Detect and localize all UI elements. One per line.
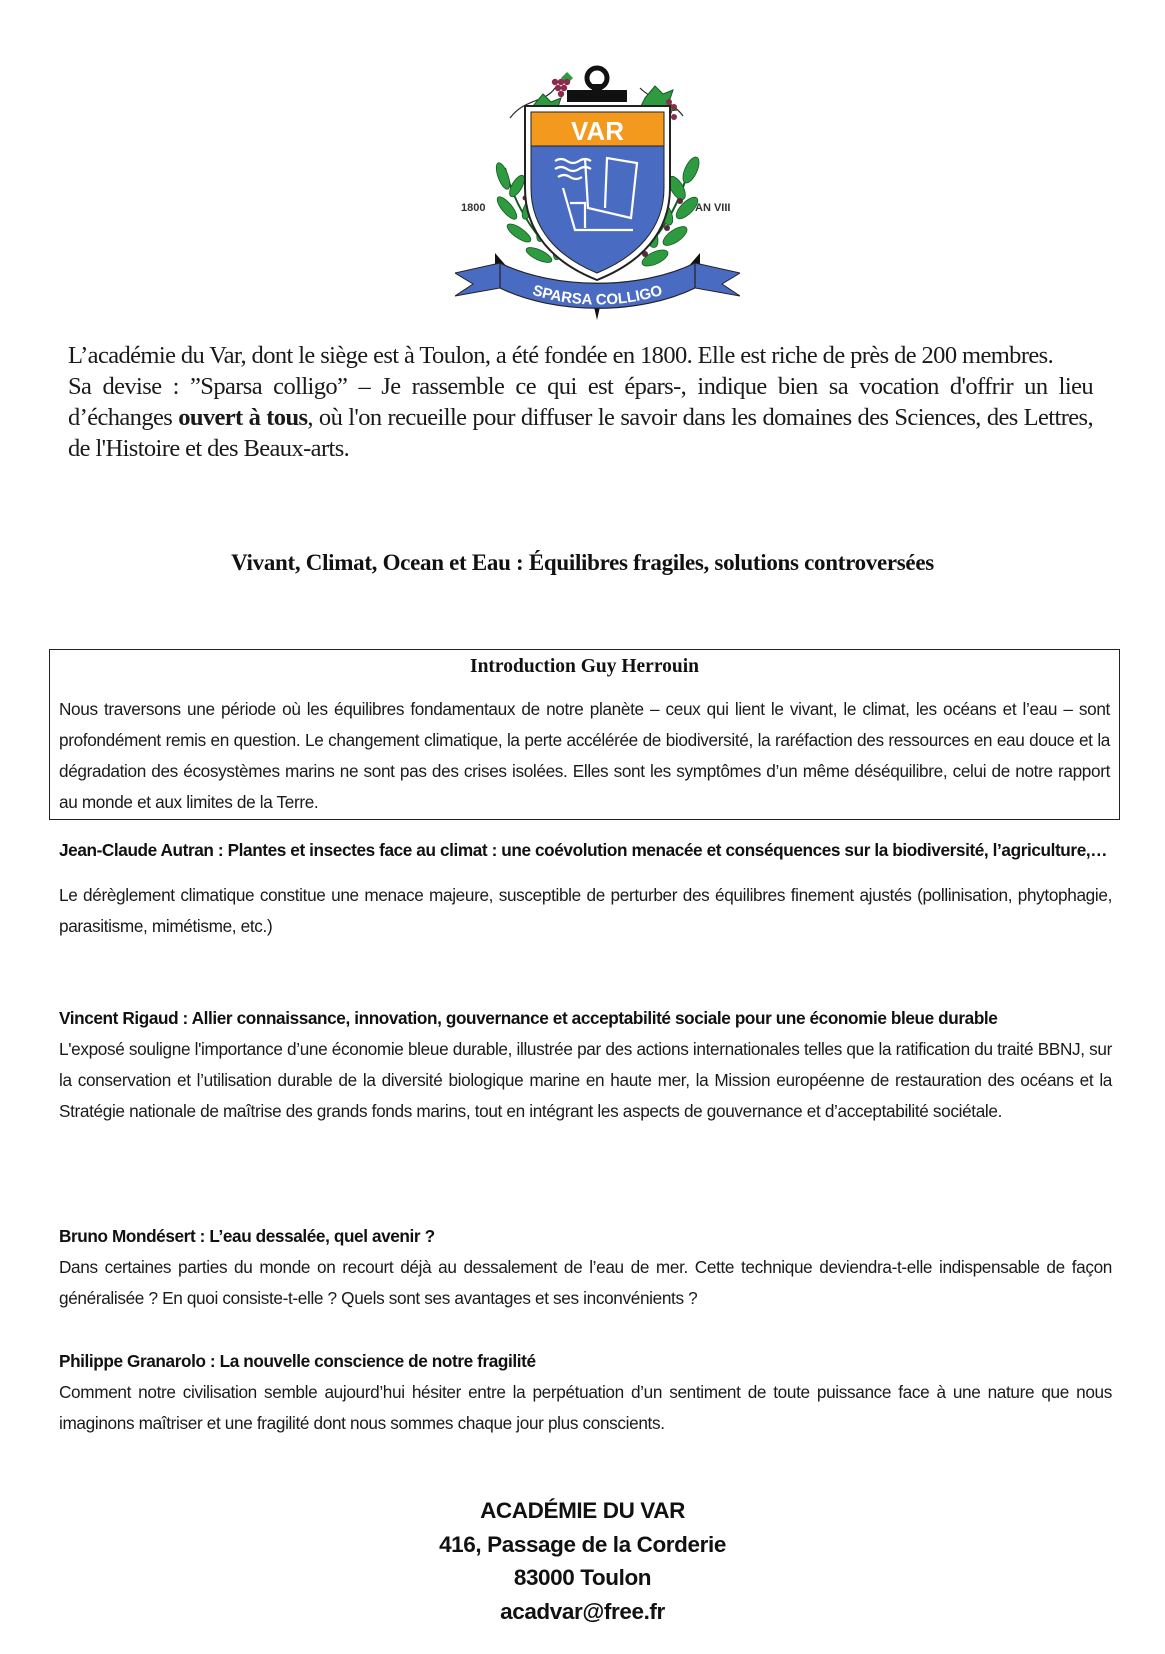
contact-footer [0, 1494, 1165, 1628]
introduction-text: Nous traversons une période où les équilibres fondamentaux de notre planète – ceux qui lient le vivant, le climat, les océans et l’eau – sont profondément remis en question. Le changement climatique, la perte accélérée de biodiversité, la raréfaction des ressources en eau douce et la dégradation des écosystèmes marins ne sont pas des crises isolées. Elles sont les symptômes d’un même déséquilibre, celui de notre rapport au monde et aux limites de la Terre. [59, 699, 1110, 812]
founding-year-label: 1800 [461, 202, 486, 214]
talk-heading: Bruno Mondésert : L’eau dessalée, quel avenir ? [59, 1226, 435, 1246]
introduction-box [49, 649, 1120, 820]
talk-description: Dans certaines parties du monde on recourt déjà au dessalement de l’eau de mer. Cette technique deviendra-t-elle indispensable de façon généralisée ? En quoi consiste-t-elle ? Quels sont ses avantages et ses inconvénients ? [59, 1257, 1112, 1308]
academy-description [68, 340, 1093, 464]
talk-description: L'exposé souligne l'importance d’une économie bleue durable, illustrée par des actions internationales telles que la ratification du traité BBNJ, sur la conservation et l’utilisation durable de la diversité biologique marine en haute mer, la Mission européenne de restauration des océans et la Stratégie nationale de maîtrise des grands fonds marins, tout en intégrant les aspects de gouvernance et d’acceptabilité sociétale. [59, 1039, 1112, 1121]
talk-autran [59, 835, 1112, 942]
academy-history-text: L’académie du Var, dont le siège est à Toulon, a été fondée en 1800. Elle est riche de près de 200 membres. [68, 342, 1054, 369]
street-address: 416, Passage de la Corderie [439, 1531, 726, 1557]
email-address[interactable]: acadvar@free.fr [500, 1598, 665, 1624]
organization-name: ACADÉMIE DU VAR [480, 1498, 685, 1523]
page-title: Vivant, Climat, Ocean et Eau : Équilibres fragiles, solutions controversées [231, 550, 934, 575]
talk-description: Comment notre civilisation semble aujourd’hui hésiter entre la perpétuation d’un sentiment de toute puissance face à une nature que nous imaginons maîtriser et une fragilité dont nous sommes chaque jour plus conscients. [59, 1382, 1112, 1433]
crest-icon [455, 58, 740, 328]
talk-granarolo [59, 1346, 1112, 1439]
an-viii-label: AN VIII [695, 202, 731, 214]
svg-text:VAR: VAR [571, 116, 624, 146]
academie-du-var-crest-logo [455, 58, 740, 328]
academy-motto-text: Sa devise : ”Sparsa colligo” – Je rassemble ce qui est épars-, indique bien sa vocation d'offrir un lieu d’échanges ouvert à tous, où l'on recueille pour diffuser le savoir dans les domaines des Sciences, des Lettres, de l'Histoire et des Beaux-arts. [68, 373, 1094, 462]
talk-description: Le dérèglement climatique constitue une menace majeure, susceptible de perturber des équilibres finement ajustés (pollinisation, phytophagie, parasitisme, mimétisme, etc.) [59, 885, 1112, 936]
talk-heading: Philippe Granarolo : La nouvelle conscience de notre fragilité [59, 1351, 536, 1371]
open-to-all-emphasis: ouvert à tous [178, 404, 308, 431]
talk-rigaud [59, 1003, 1112, 1127]
talk-heading: Vincent Rigaud : Allier connaissance, innovation, gouvernance et acceptabilité sociale pour une économie bleue durable [59, 1008, 998, 1028]
talk-mondesert [59, 1221, 1112, 1314]
postal-city: 83000 Toulon [513, 1565, 652, 1590]
introduction-title: Introduction Guy Herrouin [470, 656, 699, 677]
svg-text:SPARSA COLLIGO: SPARSA COLLIGO [530, 281, 665, 309]
talk-heading: Jean-Claude Autran : Plantes et insectes face au climat : une coévolution menacée et conséquences sur la biodiversité, l’agriculture,… [59, 840, 1108, 860]
